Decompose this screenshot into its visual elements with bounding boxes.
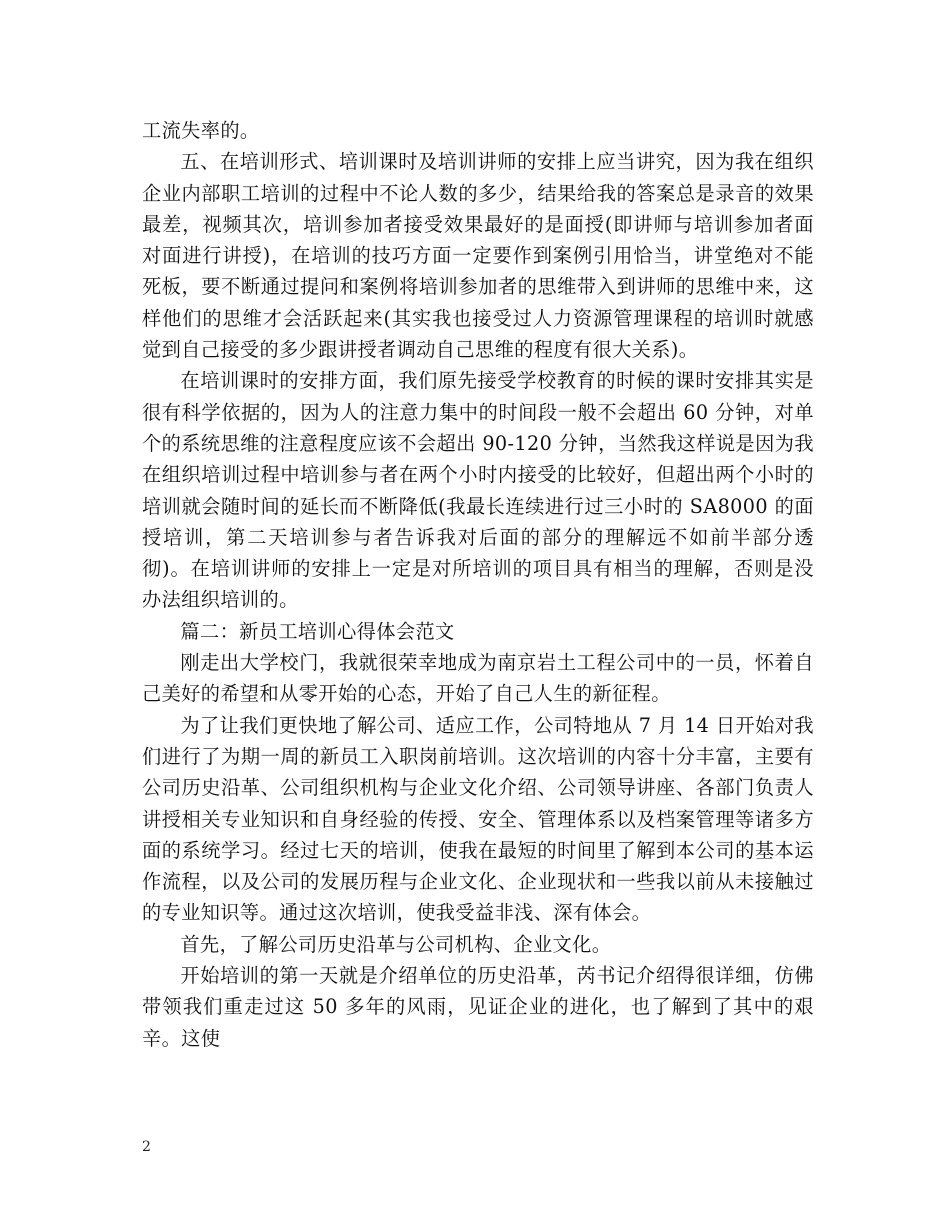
paragraph-intro: 刚走出大学校门，我就很荣幸地成为南京岩土工程公司中的一员，怀着自己美好的希望和从零开始的心态，开始了自己人生的新征程。 <box>142 651 814 706</box>
paragraph-first-day: 开始培训的第一天就是介绍单位的历史沿革，芮书记介绍得很详细，仿佛带领我们重走过这 50 多年的风雨，见证企业的进化，也了解到了其中的艰辛。这使 <box>142 964 814 1050</box>
paragraph-training-content: 为了让我们更快地了解公司、适应工作，公司特地从 7 月 14 日开始对我们进行了为期一周的新员工入职岗前培训。这次培训的内容十分丰富，主要有公司历史沿革、公司组织机构与企业文化介绍、公司领导讲座、各部门负责人讲授相关专业知识和自身经验的传授、安全、管理体系以及档案管理等诸多方面的系统学习。经过七天的培训，使我在最短的时间里了解到本公司的基本运作流程，以及公司的发展历程与企业文化、企业现状和一些我以前从未接触过的专业知识等。通过这次培训，使我受益非浅、深有体会。 <box>142 713 814 925</box>
section-heading: 篇二：新员工培训心得体会范文 <box>180 619 455 643</box>
page-number: 2 <box>142 1139 151 1155</box>
paragraph-continuation: 工流失率的。 <box>142 119 260 142</box>
paragraph-training-format: 五、在培训形式、培训课时及培训讲师的安排上应当讲究，因为我在组织企业内部职工培训的过程中不论人数的多少，结果给我的答案总是录音的效果最差，视频其次，培训参加者接受效果最好的是面授(即讲师与培训参加者面对面进行讲授)，在培训的技巧方面一定要作到案例引用恰当，讲堂绝对不能死板，要不断通过提问和案例将培训参加者的思维带入到讲师的思维中来，这样他们的思维才会活跃起来(其实我也接受过人力资源管理课程的培训时就感觉到自己接受的多少跟讲授者调动自己思维的程度有很大关系)。 <box>142 150 814 362</box>
paragraph-class-hours: 在培训课时的安排方面，我们原先接受学校教育的时候的课时安排其实是很有科学依据的，因为人的注意力集中的时间段一般不会超出 60 分钟，对单个的系统思维的注意程度应该不会超出 90-120 分钟，当然我这样说是因为我在组织培训过程中培训参与者在两个小时内接受的比较好，但超出两个小时的培训就会随时间的延长而不断降低(我最长连续进行过三小时的 SA8000 的面授培训，第二天培训参与者告诉我对后面的部分的理解远不如前半部分透彻)。在培训讲师的安排上一定是对所培训的项目具有相当的理解，否则是没办法组织培训的。 <box>142 369 814 612</box>
paragraph-first-point: 首先，了解公司历史沿革与公司机构、企业文化。 <box>180 932 612 956</box>
document-body <box>142 115 814 1054</box>
